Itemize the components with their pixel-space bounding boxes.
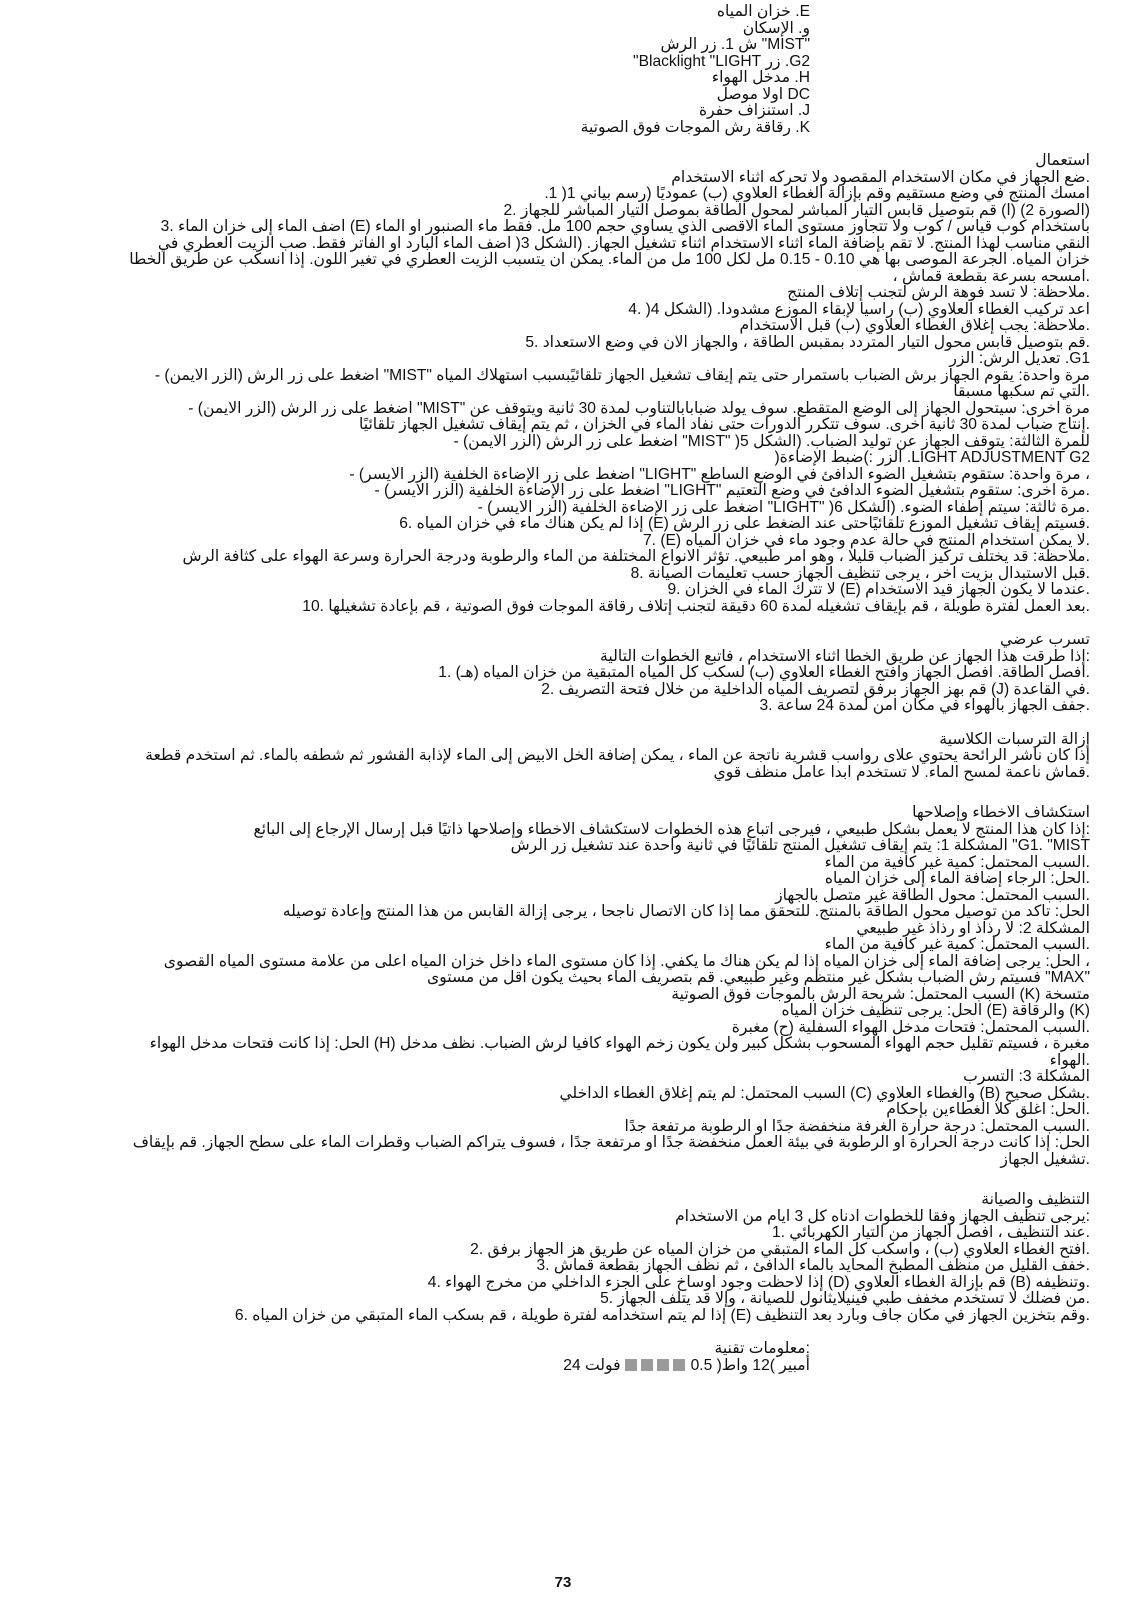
usage-section xyxy=(30,153,1090,615)
usage-line: للمرة الثالثة: يتوقف الجهاز عن توليد الضباب. (الشكل 5( "MIST" اضغط على زر الرش (الزر الأيمن) - xyxy=(453,433,1090,450)
troubleshooting-line: (K) والرقاقة (E) الحل: يرجى تنظيف خزان المياه xyxy=(781,1003,1090,1019)
leak-title: تسرب عرضي xyxy=(999,632,1090,648)
part-item: DC أولا موصل xyxy=(716,86,810,103)
troubleshooting-line: .بشكل صحيح (B) والغطاء العلاوي (C) السبب المحتمل: لم يتم إغلاق الغطاء الداخلي xyxy=(559,1085,1090,1102)
troubleshooting-line: .الهواء xyxy=(1049,1052,1090,1069)
parts-list xyxy=(30,4,1090,136)
usage-line: .إنتاج ضباب لمدة 30 ثانية أخرى. سوف تتكرر الدورات حتى نفاد الماء في الخزان ، ثم يتم إيقاف تشغيل الجهاز تلقائيًا xyxy=(358,417,1090,433)
usage-line: (الصورة 2) (أ) قم بتوصيل قابس التيار المباشر لمحول الطاقة بموصل التيار المباشر للجهاز .2 xyxy=(503,202,1090,219)
troubleshooting-line: المشكلة 3: التسرب xyxy=(963,1069,1090,1085)
deposits-section xyxy=(30,732,1090,782)
usage-line: .ملاحظة: يجب إغلاق الغطاء العلاوي (ب) قبل الاستخدام xyxy=(739,318,1090,334)
redacted-mark xyxy=(625,1359,687,1371)
usage-line: امسك المنتج في وضع مستقيم وقم بإزالة الغطاء العلاوي (ب) عموديًا (رسم بياني 1( 1. xyxy=(544,186,1090,202)
troubleshooting-title: استكشاف الأخطاء وإصلاحها xyxy=(912,805,1090,821)
usage-line: .ضع الجهاز في مكان الاستخدام المقصود ولا تحركه أثناء الاستخدام xyxy=(671,169,1090,186)
part-item: G2. زر Blacklight "LIGHT" xyxy=(633,53,810,70)
usage-line: .عندما لا يكون الجهاز قيد الاستخدام (E) لا تترك الماء في الخزان .9 xyxy=(667,582,1090,598)
usage-line: .بعد العمل لفترة طويلة ، قم بإيقاف تشغيله لمدة 60 دقيقة لتجنب إتلاف رقاقة الموجات فوق الصوتية ، قم بإعادة تشغيلها .10 xyxy=(302,598,1090,615)
cleaning-line: .خفف القليل من منظف المطبخ المحايد بالماء الدافئ ، ثم نظف الجهاز بقطعة قماش .3 xyxy=(536,1258,1090,1274)
troubleshooting-line: :إذا كان هذا المنتج لا يعمل بشكل طبيعي ، فيرجى اتباع هذه الخطوات لاستكشاف الأخطاء وإصلاحها ذاتيًا قبل إرسال الإرجاع إلى البائع xyxy=(253,821,1090,838)
troubleshooting-line: الحل: إذا كانت درجة الحرارة أو الرطوبة في بيئة العمل منخفضة جدًا أو مرتفعة جدًا ، فسوف يتراكم الضباب وقطرات الماء على سطح الجهاز. قم بإيقاف xyxy=(132,1135,1090,1151)
usage-line: .مرة ثالثة: سيتم إطفاء الضوء. (الشكل 6( "LIGHT" اضغط على زر الإضاءة الخلفية (الزر الأيسر) - xyxy=(477,499,1090,516)
usage-line: .قم بتوصيل قابس محول التيار المتردد بمقبس الطاقة ، والجهاز الآن في وضع الاستعداد .5 xyxy=(525,334,1090,351)
cleaning-line: .وقم بتخزين الجهاز في مكان جاف وبارد بعد التنظيف (E) إذا لم يتم استخدامه لفترة طويلة ، قم بسكب الماء المتبقي من خزان المياه .6 xyxy=(234,1307,1090,1324)
leak-section xyxy=(30,632,1090,715)
troubleshooting-line: ، الحل: يرجى إضافة الماء إلى خزان المياه إذا لم يكن هناك ما يكفي. إذا كان مستوى الماء داخل خزان المياه أعلى من علامة مستوى المياه القصوى xyxy=(163,953,1090,970)
leak-line: :إذا طرقت هذا الجهاز عن طريق الخطأ أثناء الاستخدام ، فاتبع الخطوات التالية xyxy=(600,648,1090,665)
usage-line: النقي مناسب لهذا المنتج. لا تقم بإضافة الماء أثناء الاستخدام أثناء تشغيل الجهاز. (الشكل 3( أضف الماء البارد أو الفاتر فقط. صب الزيت العطري في xyxy=(157,235,1090,252)
troubleshooting-line: متسخة (K) السبب المحتمل: شريحة الرش بالموجات فوق الصوتية xyxy=(671,986,1090,1003)
troubleshooting-section xyxy=(30,805,1090,1168)
troubleshooting-line: .تشغيل الجهاز xyxy=(1000,1151,1090,1168)
deposits-title: إزالة الترسبات الكلاسية xyxy=(939,731,1090,748)
cleaning-line: .من فضلك لا تستخدم مخفف طبي فينيلايثانول للصيانة ، وإلا قد يتلف الجهاز .5 xyxy=(600,1291,1090,1307)
troubleshooting-line: .الحل: أغلق كلا الغطاءين بإحكام xyxy=(886,1102,1090,1118)
usage-line: باستخدام كوب قياس / كوب ولا تتجاوز مستوى الماء الأقصى الذي يساوي حجم 100 مل. فقط ماء الصنبور أو الماء (E) أضف الماء إلى خزان الماء .3 xyxy=(160,219,1090,235)
leak-line: .في القاعدة (J) قم بهز الجهاز برفق لتصريف المياه الداخلية من خلال فتحة التصريف .2 xyxy=(541,681,1090,698)
cleaning-line: :يرجى تنظيف الجهاز وفقاً للخطوات أدناه كل 3 أيام من الاستخدام xyxy=(674,1208,1090,1225)
part-item: E. خزان المياه xyxy=(716,4,810,20)
usage-line: .التي تم سكبها مسبقاً xyxy=(953,384,1090,400)
troubleshooting-line: الحل: تأكد من توصيل محول الطاقة بالمنتج. للتحقق مما إذا كان الاتصال ناجحا ، يرجى إزالة القابس من هذا المنتج وإعادة توصيله xyxy=(282,904,1090,920)
troubleshooting-line: .السبب المحتمل: كمية غير كافية من الماء xyxy=(824,937,1090,953)
usage-line: .ملاحظة: قد يختلف تركيز الضباب قليلاً ، وهو أمر طبيعي. تؤثر الأنواع المختلفة من الماء والرطوبة ودرجة الحرارة وسرعة الهواء على كثافة الرش xyxy=(182,549,1090,565)
page-number: 73 xyxy=(554,1574,572,1591)
troubleshooting-line: .الحل: الرجاء إضافة الماء إلى خزان المياه xyxy=(824,871,1090,887)
part-item: H. مدخل الهواء xyxy=(711,70,810,86)
usage-line: .امسحه بسرعة بقطعة قماش ، xyxy=(892,268,1090,285)
part-item: "MIST" ش 1. زر الرش xyxy=(660,37,810,53)
troubleshooting-line: المشكلة 2: لا رذاذ أو رذاذ غير طبيعي xyxy=(856,920,1090,937)
leak-line: .جفف الجهاز بالهواء في مكان آمن لمدة 24 ساعة .3 xyxy=(759,698,1090,714)
specs-section xyxy=(30,1341,1090,1374)
troubleshooting-line: .السبب المحتمل: فتحات مدخل الهواء السفلية (ح) مغبرة xyxy=(731,1019,1090,1036)
usage-line: مرة واحدة: يقوم الجهاز برش الضباب باستمرار حتى يتم إيقاف تشغيل الجهاز تلقائيًبسبب استهلاك المياه "MIST" اضغط على زر الرش (الزر الأيمن) - xyxy=(154,367,1090,384)
troubleshooting-line: .السبب المحتمل: درجة حرارة الغرفة منخفضة جدًا أو الرطوبة مرتفعة جدًا xyxy=(624,1118,1090,1135)
usage-line: .فسيتم إيقاف تشغيل الموزع تلقائيًاحتى عند الضغط على زر الرش (E) إذا لم يكن هناك ماء في خزان المياه .6 xyxy=(399,516,1090,532)
manual-page xyxy=(30,4,1090,1374)
troubleshooting-line: مغبرة ، فسيتم تقليل حجم الهواء المسحوب بشكل كبير ولن يكون زخم الهواء كافياً لرش الضباب. نظف مدخل (H) الحل: إذا كانت فتحات مدخل الهواء xyxy=(149,1036,1090,1052)
part-item: J. استنزاف حفرة xyxy=(698,103,810,119)
deposits-line: .قماش ناعمة لمسح الماء. لا تستخدم أبداً عامل منظف قوي xyxy=(713,764,1090,781)
usage-line: .ملاحظة: لا تسد فوهة الرش لتجنب إتلاف المنتج xyxy=(787,285,1090,301)
specs-volt: فولت 24 xyxy=(563,1356,621,1374)
usage-line: .لا يمكن استخدام المنتج في حالة عدم وجود ماء في خزان المياه (E) .7 xyxy=(642,532,1090,549)
part-item: و. الإسكان xyxy=(742,20,810,37)
cleaning-section xyxy=(30,1192,1090,1324)
usage-line: LIGHT ADJUSTMENT G2. الزر :)ضبط الإضاءة( xyxy=(774,450,1090,466)
leak-line: .افصل الطاقة. افصل الجهاز وافتح الغطاء العلاوي (ب) لسكب كل المياه المتبقية من خزان المياه (هـ) .1 xyxy=(438,665,1090,681)
specs-title: :معلومات تقنية xyxy=(714,1341,810,1357)
deposits-line: إذا كان ناشر الرائحة يحتوي علاى رواسب قشرية ناتجة عن الماء ، يمكن إضافة الخل الأبيض إلى الماء لإذابة القشور ثم شطفه بالماء. ثم استخدم قطعة xyxy=(145,748,1090,764)
usage-title: استعمال xyxy=(1035,153,1090,169)
usage-line: خزان المياه. الجرعة الموصى بها هي 0.10 - 0.15 مل لكل 100 مل من الماء. يمكن أن يتسبب الزيت العطري في تغير اللون. إذا انسكب عن طريق الخطأ xyxy=(129,252,1090,268)
troubleshooting-line: "MAX" فسيتم رش الضباب بشكل غير منتظم وغير طبيعي. قم بتصريف الماء بحيث يكون أقل من مستوى xyxy=(426,970,1090,986)
specs-amp-watt: أمبير )12 واط( 0.5 xyxy=(690,1356,810,1374)
usage-line: ، مرة واحدة: ستقوم بتشغيل الضوء الدافئ في الوضع الساطع "LIGHT" اضغط على زر الإضاءة الخلفية (الزر الأيسر) - xyxy=(349,466,1090,483)
cleaning-line: .وتنظيفه (B) قم بإزالة الغطاء العلاوي (D) إذا لاحظت وجود أوساخ على الجزء الداخلي من مخرج الهواء .4 xyxy=(427,1274,1090,1291)
troubleshooting-line: G1. "MIST" المشكلة 1: يتم إيقاف تشغيل المنتج تلقائيًا في ثانية واحدة عند تشغيل زر الرش xyxy=(510,838,1090,854)
troubleshooting-line: .السبب المحتمل: محول الطاقة غير متصل بالجهاز xyxy=(775,887,1090,904)
cleaning-line: .عند التنظيف ، افصل الجهاز من التيار الكهربائي .1 xyxy=(771,1225,1090,1241)
troubleshooting-line: .السبب المحتمل: كمية غير كافية من الماء xyxy=(824,854,1090,871)
usage-line: .مرة أخرى: ستقوم بتشغيل الضوء الدافئ في وضع التعتيم "LIGHT" اضغط على زر الإضاءة الخلفية (الزر الأيسر) - xyxy=(374,483,1090,499)
part-item: K. رقاقة رش الموجات فوق الصوتية xyxy=(580,119,810,136)
cleaning-title: التنظيف والصيانة xyxy=(981,1192,1090,1208)
usage-line: مرة أخرى: سيتحول الجهاز إلى الوضع المتقطع. سوف يولد ضباباًبالتناوب لمدة 30 ثانية ويتوقف عن "MIST" اضغط على زر الرش (الزر الأيمن) - xyxy=(188,400,1090,417)
cleaning-line: .افتح الغطاء العلاوي (ب) ، واسكب كل الماء المتبقي من خزان المياه عن طريق هز الجهاز برفق .2 xyxy=(470,1241,1090,1258)
usage-line: أعد تركيب الغطاء العلاوي (ب) رأسياً لإبقاء الموزع مشدوداً. (الشكل 4( .4 xyxy=(628,301,1090,318)
specs-values xyxy=(30,1358,810,1375)
usage-line: .قبل الاستبدال بزيت آخر ، يرجى تنظيف الجهاز حسب تعليمات الصيانة .8 xyxy=(630,565,1090,582)
usage-line: G1. تعديل الرش: الزر xyxy=(949,351,1090,367)
